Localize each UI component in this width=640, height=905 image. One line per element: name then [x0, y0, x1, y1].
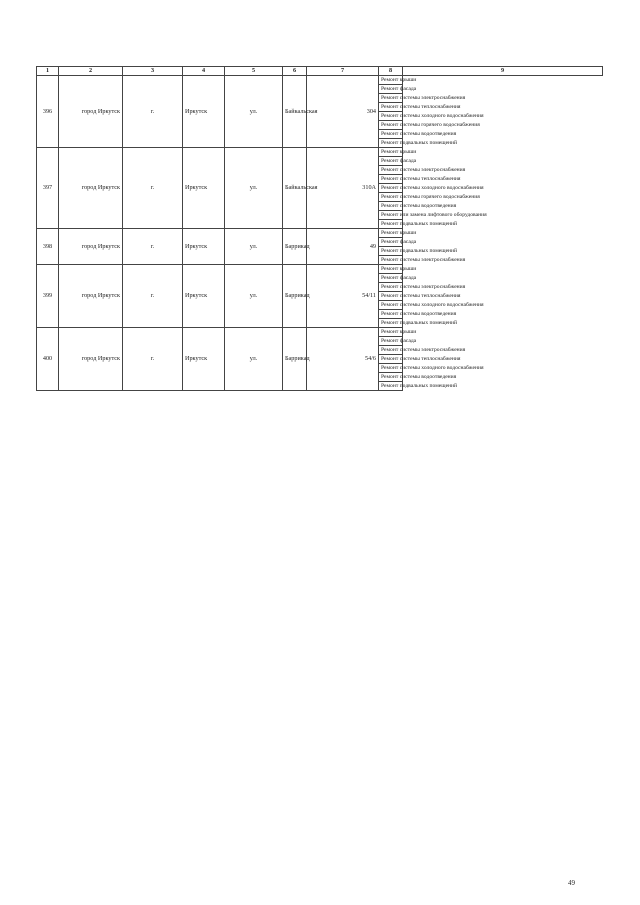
street-type: ул.: [225, 148, 283, 229]
page-number: 49: [568, 879, 575, 887]
table-row: [37, 328, 603, 337]
table-row: [37, 148, 603, 157]
col-header: 9: [403, 67, 603, 76]
settlement-name: город Иркутск: [59, 265, 123, 328]
col-header: 8: [379, 67, 403, 76]
work-type: Ремонт системы водоотведения: [379, 202, 403, 211]
col-header: 6: [283, 67, 307, 76]
street-type: ул.: [225, 265, 283, 328]
street-type: ул.: [225, 229, 283, 265]
header-row: [37, 67, 603, 76]
work-type: Ремонт системы электроснабжения: [379, 94, 403, 103]
street-name: Байкальская: [283, 148, 307, 229]
house-number: 310А: [307, 148, 379, 229]
work-type: Ремонт системы холодного водоснабжения: [379, 364, 403, 373]
work-type: Ремонт системы горячего водоснабжения: [379, 121, 403, 130]
table-body: [37, 76, 603, 391]
street-name: Баррикад: [283, 265, 307, 328]
city-name: Иркутск: [183, 265, 225, 328]
work-type: Ремонт системы водоотведения: [379, 310, 403, 319]
work-type: Ремонт крыши: [379, 148, 403, 157]
city-name: Иркутск: [183, 229, 225, 265]
work-type: Ремонт системы теплоснабжения: [379, 355, 403, 364]
table-row: [37, 229, 603, 238]
city-type: г.: [123, 229, 183, 265]
col-header: 1: [37, 67, 59, 76]
settlement-name: город Иркутск: [59, 328, 123, 391]
work-type: Ремонт системы холодного водоснабжения: [379, 184, 403, 193]
repair-program-table: [36, 66, 603, 391]
record-number: 397: [37, 148, 59, 229]
work-type: Ремонт фасада: [379, 157, 403, 166]
settlement-name: город Иркутск: [59, 148, 123, 229]
city-name: Иркутск: [183, 328, 225, 391]
work-type: Ремонт системы теплоснабжения: [379, 175, 403, 184]
work-type: Ремонт системы водоотведения: [379, 373, 403, 382]
col-header: 3: [123, 67, 183, 76]
work-type: Ремонт крыши: [379, 265, 403, 274]
record-number: 399: [37, 265, 59, 328]
work-type: Ремонт подвальных помещений: [379, 382, 403, 391]
street-name: Байкальская: [283, 76, 307, 148]
city-type: г.: [123, 328, 183, 391]
record-number: 400: [37, 328, 59, 391]
work-type: Ремонт системы холодного водоснабжения: [379, 112, 403, 121]
work-type: Ремонт системы теплоснабжения: [379, 292, 403, 301]
work-type: Ремонт системы горячего водоснабжения: [379, 193, 403, 202]
table-row: [37, 76, 603, 85]
house-number: 49: [307, 229, 379, 265]
work-type: Ремонт подвальных помещений: [379, 247, 403, 256]
house-number: 54/6: [307, 328, 379, 391]
work-type: Ремонт фасада: [379, 85, 403, 94]
col-header: 7: [307, 67, 379, 76]
work-type: Ремонт крыши: [379, 328, 403, 337]
street-type: ул.: [225, 76, 283, 148]
city-type: г.: [123, 265, 183, 328]
work-type: Ремонт системы холодного водоснабжения: [379, 301, 403, 310]
city-type: г.: [123, 76, 183, 148]
col-header: 4: [183, 67, 225, 76]
work-type: Ремонт подвальных помещений: [379, 220, 403, 229]
settlement-name: город Иркутск: [59, 76, 123, 148]
house-number: 54/11: [307, 265, 379, 328]
work-type: Ремонт фасада: [379, 337, 403, 346]
house-number: 304: [307, 76, 379, 148]
work-type: Ремонт подвальных помещений: [379, 319, 403, 328]
col-header: 2: [59, 67, 123, 76]
city-name: Иркутск: [183, 76, 225, 148]
work-type: Ремонт фасада: [379, 274, 403, 283]
city-name: Иркутск: [183, 148, 225, 229]
col-header: 5: [225, 67, 283, 76]
work-type: Ремонт или замена лифтового оборудования: [379, 211, 403, 220]
street-type: ул.: [225, 328, 283, 391]
table-row: [37, 265, 603, 274]
work-type: Ремонт крыши: [379, 76, 403, 85]
record-number: 396: [37, 76, 59, 148]
record-number: 398: [37, 229, 59, 265]
work-type: Ремонт системы электроснабжения: [379, 346, 403, 355]
work-type: Ремонт системы электроснабжения: [379, 256, 403, 265]
work-type: Ремонт подвальных помещений: [379, 139, 403, 148]
work-type: Ремонт крыши: [379, 229, 403, 238]
settlement-name: город Иркутск: [59, 229, 123, 265]
city-type: г.: [123, 148, 183, 229]
street-name: Баррикад: [283, 229, 307, 265]
work-type: Ремонт системы электроснабжения: [379, 283, 403, 292]
work-type: Ремонт фасада: [379, 238, 403, 247]
work-type: Ремонт системы водоотведения: [379, 130, 403, 139]
work-type: Ремонт системы электроснабжения: [379, 166, 403, 175]
work-type: Ремонт системы теплоснабжения: [379, 103, 403, 112]
street-name: Баррикад: [283, 328, 307, 391]
